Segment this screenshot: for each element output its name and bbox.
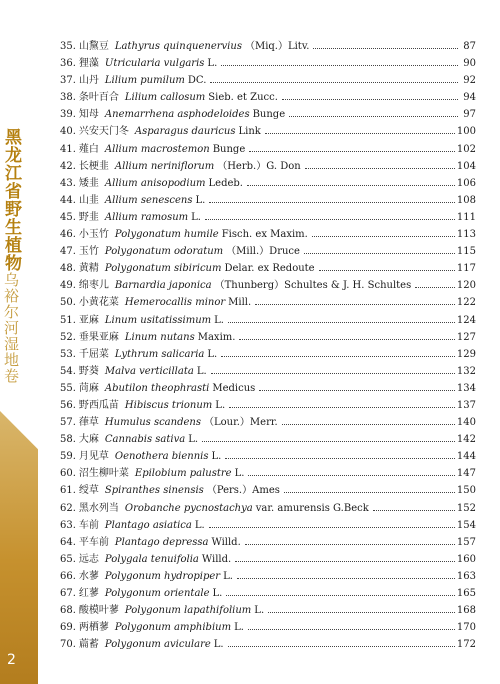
entry-scientific-name: Linum nutans <box>124 331 195 343</box>
leader-dots <box>228 322 455 323</box>
toc-entry[interactable] <box>60 534 476 551</box>
entry-number: 36. <box>60 58 76 70</box>
toc-entry[interactable] <box>60 551 476 568</box>
toc-entry[interactable] <box>60 568 476 585</box>
entry-chinese-name: 平车前 <box>78 536 109 548</box>
entry-author: （Thunberg）Schultes & J. H. Schultes <box>214 280 412 292</box>
entry-chinese-name: 绶草 <box>78 485 99 497</box>
entry-scientific-name: Polygonum lapathifolium <box>124 605 252 617</box>
entry-author: L. <box>254 605 265 617</box>
leader-dots <box>228 646 455 647</box>
entry-chinese-name: 山丹 <box>78 75 99 87</box>
entry-page-number: 142 <box>456 434 476 446</box>
entry-author: L. <box>211 451 222 463</box>
leader-dots <box>239 339 454 340</box>
entry-page-number: 144 <box>456 451 476 463</box>
entry-page-number: 106 <box>456 177 476 189</box>
leader-dots <box>305 168 455 169</box>
entry-author: L. <box>215 399 226 411</box>
entry-scientific-name: Asparagus dauricus <box>134 126 236 138</box>
entry-author: L. <box>213 639 224 651</box>
entry-chinese-name: 水蓼 <box>78 570 99 582</box>
leader-dots <box>245 544 455 545</box>
entry-scientific-name: Polygonum aviculare <box>104 639 211 651</box>
entry-page-number: 172 <box>456 639 476 651</box>
entry-scientific-name: Orobanche pycnostachya <box>124 502 253 514</box>
entry-chinese-name: 野韭 <box>78 211 99 223</box>
entry-author: L. <box>188 434 199 446</box>
toc-entry[interactable] <box>60 123 476 140</box>
toc-entry[interactable] <box>60 414 476 431</box>
entry-scientific-name: Allium anisopodium <box>104 177 206 189</box>
entry-chinese-name: 野葵 <box>78 365 99 377</box>
entry-page-number: 147 <box>456 468 476 480</box>
entry-author: var. amurensis G.Beck <box>255 502 369 514</box>
entry-scientific-name: Utricularia vulgaris <box>104 58 205 70</box>
entry-chinese-name: 知母 <box>78 109 99 121</box>
entry-page-number: 132 <box>456 365 476 377</box>
toc-entry[interactable] <box>60 346 476 363</box>
entry-page-number: 94 <box>463 92 476 104</box>
toc-entry[interactable] <box>60 260 476 277</box>
toc-entry[interactable] <box>60 500 476 517</box>
entry-author: L. <box>223 570 233 582</box>
entry-number: 46. <box>60 229 76 241</box>
entry-page-number: 160 <box>456 553 476 565</box>
entry-scientific-name: Allium neriniflorum <box>114 160 215 172</box>
toc-entry[interactable] <box>60 209 476 226</box>
toc-entry[interactable] <box>60 363 476 380</box>
toc-entry[interactable] <box>60 465 476 482</box>
entry-number: 55. <box>60 382 76 394</box>
entry-number: 42. <box>60 160 76 172</box>
entry-number: 61. <box>60 485 76 497</box>
entry-number: 62. <box>60 502 76 514</box>
entry-chinese-name: 绵枣儿 <box>78 280 109 292</box>
leader-dots <box>211 373 455 374</box>
entry-author: L. <box>207 348 218 360</box>
entry-page-number: 154 <box>456 519 476 531</box>
toc-entry[interactable] <box>60 312 476 329</box>
leader-dots <box>268 612 455 613</box>
entry-author: L. <box>214 314 224 326</box>
toc-entry[interactable] <box>60 294 476 311</box>
leader-dots <box>221 65 458 66</box>
entry-page-number: 124 <box>456 314 476 326</box>
entry-scientific-name: Spiranthes sinensis <box>104 485 204 497</box>
leader-dots <box>304 253 455 254</box>
toc-entry[interactable] <box>60 431 476 448</box>
entry-author: （Mill.）Druce <box>226 246 300 258</box>
entry-chinese-name: 沼生柳叶菜 <box>78 468 129 480</box>
entry-author: （Lour.）Merr. <box>203 417 278 429</box>
entry-page-number: 127 <box>456 331 476 343</box>
entry-scientific-name: Allium ramosum <box>104 211 189 223</box>
leader-dots <box>248 475 455 476</box>
leader-dots <box>282 99 458 100</box>
entry-number: 48. <box>60 263 76 275</box>
leader-dots <box>235 561 455 562</box>
entry-number: 69. <box>60 622 76 634</box>
entry-author: L. <box>212 588 223 599</box>
book-title-main: 黑龙江省野生植物 <box>1 128 21 272</box>
entry-number: 41. <box>60 143 76 155</box>
leader-dots <box>205 219 455 220</box>
toc-entry[interactable] <box>60 55 476 72</box>
entry-chinese-name: 薤白 <box>78 143 99 155</box>
entry-page-number: 102 <box>456 143 476 155</box>
entry-chinese-name: 山黧豆 <box>78 41 109 52</box>
toc-entry[interactable] <box>60 106 476 123</box>
leader-dots <box>209 202 455 203</box>
entry-chinese-name: 萹蓄 <box>78 639 99 651</box>
leader-dots <box>221 356 455 357</box>
toc-entry[interactable] <box>60 482 476 499</box>
entry-chinese-name: 小黄花菜 <box>78 297 119 309</box>
entry-number: 67. <box>60 588 76 599</box>
entry-scientific-name: Polygala tenuifolia <box>104 553 199 565</box>
entry-page-number: 120 <box>456 280 476 292</box>
entry-chinese-name: 野西瓜苗 <box>78 399 119 411</box>
entry-scientific-name: Polygonum hydropiper <box>104 570 221 582</box>
entry-chinese-name: 红蓼 <box>78 588 99 599</box>
leader-dots <box>229 407 455 408</box>
book-title <box>1 128 21 384</box>
entry-chinese-name: 玉竹 <box>78 246 99 258</box>
entry-chinese-name: 黄精 <box>78 263 99 275</box>
entry-page-number: 122 <box>456 297 476 309</box>
entry-chinese-name: 兴安天门冬 <box>78 126 129 138</box>
entry-author: Bunge <box>252 109 286 121</box>
leader-dots <box>247 185 455 186</box>
entry-number: 47. <box>60 246 76 258</box>
entry-author: Willd. <box>211 536 241 548</box>
entry-page-number: 140 <box>456 417 476 429</box>
entry-chinese-name: 条叶百合 <box>78 92 119 104</box>
entry-number: 52. <box>60 331 76 343</box>
leader-dots <box>259 390 455 391</box>
entry-scientific-name: Cannabis sativa <box>104 434 186 446</box>
entry-scientific-name: Hemerocallis minor <box>124 297 226 309</box>
entry-number: 37. <box>60 75 76 87</box>
entry-scientific-name: Allium macrostemon <box>104 143 210 155</box>
entry-page-number: 113 <box>456 229 476 241</box>
entry-scientific-name: Abutilon theophrasti <box>104 382 210 394</box>
entry-number: 56. <box>60 399 76 411</box>
toc-entry[interactable] <box>60 602 476 619</box>
entry-page-number: 129 <box>456 348 476 360</box>
entry-chinese-name: 垂果亚麻 <box>78 331 119 343</box>
entry-page-number: 168 <box>456 605 476 617</box>
entry-page-number: 92 <box>463 75 476 87</box>
entry-scientific-name: Polygonatum odoratum <box>104 246 224 258</box>
entry-page-number: 165 <box>456 588 476 599</box>
toc-entry[interactable] <box>60 329 476 346</box>
entry-chinese-name: 酸模叶蓼 <box>78 605 119 617</box>
entry-scientific-name: Humulus scandens <box>104 417 201 429</box>
entry-page-number: 87 <box>463 41 476 52</box>
entry-page-number: 108 <box>456 194 476 206</box>
leader-dots <box>415 287 455 288</box>
leader-dots <box>282 424 455 425</box>
entry-page-number: 137 <box>456 399 476 411</box>
entry-author: L. <box>207 58 218 70</box>
leader-dots <box>210 82 458 83</box>
book-title-volume: 乌裕尔河湿地卷 <box>2 272 20 384</box>
toc-entry[interactable] <box>60 636 476 653</box>
entry-number: 59. <box>60 451 76 463</box>
entry-author: L. <box>191 211 201 223</box>
toc-entry[interactable] <box>60 192 476 209</box>
entry-page-number: 170 <box>456 622 476 634</box>
page-corner-tab <box>0 411 38 684</box>
entry-scientific-name: Lythrum salicaria <box>114 348 205 360</box>
entry-page-number: 134 <box>456 382 476 394</box>
entry-page-number: 157 <box>456 536 476 548</box>
entry-scientific-name: Lathyrus quinquenervius <box>114 41 242 52</box>
entry-number: 40. <box>60 126 76 138</box>
entry-scientific-name: Anemarrhena asphodeloides <box>104 109 250 121</box>
entry-number: 57. <box>60 417 76 429</box>
entry-scientific-name: Polygonum orientale <box>104 588 210 599</box>
entry-number: 58. <box>60 434 76 446</box>
entry-number: 60. <box>60 468 76 480</box>
leader-dots <box>313 48 458 49</box>
entry-chinese-name: 月见草 <box>78 451 109 463</box>
entry-author: Bunge <box>212 143 246 155</box>
toc-entry[interactable] <box>60 141 476 158</box>
entry-number: 53. <box>60 348 76 360</box>
entry-author: Mill. <box>228 297 252 309</box>
leader-dots <box>319 270 455 271</box>
entry-number: 35. <box>60 41 76 52</box>
entry-number: 63. <box>60 519 76 531</box>
entry-number: 66. <box>60 570 76 582</box>
entry-author: L. <box>194 519 205 531</box>
entry-number: 65. <box>60 553 76 565</box>
leader-dots <box>225 458 455 459</box>
entry-author: DC. <box>187 75 207 87</box>
entry-page-number: 150 <box>456 485 476 497</box>
page-number: 2 <box>7 652 16 668</box>
entry-page-number: 90 <box>463 58 476 70</box>
entry-scientific-name: Lilium callosum <box>124 92 206 104</box>
entry-author: Ledeb. <box>208 177 243 189</box>
entry-chinese-name: 千屈菜 <box>78 348 109 360</box>
entry-page-number: 111 <box>456 211 476 223</box>
leader-dots <box>249 151 455 152</box>
leader-dots <box>248 629 455 630</box>
entry-page-number: 117 <box>456 263 476 275</box>
entry-scientific-name: Hibiscus trionum <box>124 399 213 411</box>
entry-page-number: 152 <box>456 502 476 514</box>
leader-dots <box>226 595 455 596</box>
entry-author: （Herb.）G. Don <box>217 160 301 172</box>
entry-number: 39. <box>60 109 76 121</box>
entry-author: Medicus <box>212 382 256 394</box>
entry-chinese-name: 长梗韭 <box>78 160 109 172</box>
entry-chinese-name: 葎草 <box>78 417 99 429</box>
entry-scientific-name: Malva verticillata <box>104 365 194 377</box>
toc-entry[interactable] <box>60 72 476 89</box>
toc-entry[interactable] <box>60 175 476 192</box>
toc-entry[interactable] <box>60 277 476 294</box>
entry-scientific-name: Barnardia japonica <box>114 280 212 292</box>
entry-chinese-name: 小玉竹 <box>78 229 109 241</box>
entry-number: 68. <box>60 605 76 617</box>
leader-dots <box>373 510 455 511</box>
toc-entry[interactable] <box>60 448 476 465</box>
toc-entry[interactable] <box>60 585 476 602</box>
entry-chinese-name: 黑水列当 <box>78 502 119 514</box>
entry-author: Link <box>238 126 261 138</box>
entry-page-number: 163 <box>456 570 476 582</box>
entry-author: Delar. ex Redoute <box>224 263 315 275</box>
entry-scientific-name: Polygonatum sibiricum <box>104 263 222 275</box>
entry-scientific-name: Linum usitatissimum <box>104 314 212 326</box>
toc-entry[interactable] <box>60 158 476 175</box>
entry-author: Maxim. <box>197 331 236 343</box>
entry-number: 38. <box>60 92 76 104</box>
leader-dots <box>255 304 455 305</box>
entry-scientific-name: Epilobium palustre <box>134 468 232 480</box>
table-of-contents <box>60 38 476 653</box>
entry-author: L. <box>195 194 206 206</box>
toc-entry[interactable] <box>60 397 476 414</box>
entry-chinese-name: 远志 <box>78 553 99 565</box>
entry-number: 70. <box>60 639 76 651</box>
entry-scientific-name: Allium senescens <box>104 194 193 206</box>
entry-author: Sieb. et Zucc. <box>208 92 278 104</box>
entry-author: （Pers.）Ames <box>206 485 280 497</box>
leader-dots <box>284 492 455 493</box>
entry-chinese-name: 车前 <box>78 519 99 531</box>
entry-chinese-name: 苘麻 <box>78 382 99 394</box>
entry-chinese-name: 山韭 <box>78 194 99 206</box>
entry-chinese-name: 大麻 <box>78 434 99 446</box>
entry-number: 44. <box>60 194 76 206</box>
entry-number: 50. <box>60 297 76 309</box>
leader-dots <box>289 116 458 117</box>
entry-author: L. <box>196 365 207 377</box>
entry-page-number: 97 <box>463 109 476 121</box>
leader-dots <box>202 441 455 442</box>
toc-entry[interactable] <box>60 380 476 397</box>
toc-entry[interactable] <box>60 38 476 55</box>
entry-scientific-name: Polygonum amphibium <box>114 622 232 634</box>
toc-entry[interactable] <box>60 243 476 260</box>
entry-scientific-name: Plantago asiatica <box>104 519 192 531</box>
entry-author: Fisch. ex Maxim. <box>221 229 308 241</box>
entry-page-number: 115 <box>456 246 476 258</box>
toc-entry[interactable] <box>60 89 476 106</box>
leader-dots <box>265 133 455 134</box>
toc-entry[interactable] <box>60 517 476 534</box>
entry-chinese-name: 矮韭 <box>78 177 99 189</box>
entry-author: L. <box>234 468 245 480</box>
leader-dots <box>312 236 455 237</box>
entry-number: 64. <box>60 536 76 548</box>
entry-page-number: 100 <box>456 126 476 138</box>
entry-page-number: 104 <box>456 160 476 172</box>
entry-author: L. <box>234 622 244 634</box>
entry-chinese-name: 两栖蓼 <box>78 622 109 634</box>
entry-number: 51. <box>60 314 76 326</box>
entry-author: （Miq.）Litv. <box>244 41 310 52</box>
entry-chinese-name: 狸藻 <box>78 58 99 70</box>
leader-dots <box>209 527 455 528</box>
entry-number: 45. <box>60 211 76 223</box>
entry-author: Willd. <box>201 553 232 565</box>
toc-entry[interactable] <box>60 619 476 636</box>
entry-scientific-name: Lilium pumilum <box>104 75 185 87</box>
entry-number: 43. <box>60 177 76 189</box>
toc-entry[interactable] <box>60 226 476 243</box>
entry-chinese-name: 亚麻 <box>78 314 99 326</box>
entry-scientific-name: Oenothera biennis <box>114 451 209 463</box>
entry-scientific-name: Polygonatum humile <box>114 229 219 241</box>
entry-number: 49. <box>60 280 76 292</box>
entry-number: 54. <box>60 365 76 377</box>
entry-scientific-name: Plantago depressa <box>114 536 209 548</box>
leader-dots <box>237 578 455 579</box>
